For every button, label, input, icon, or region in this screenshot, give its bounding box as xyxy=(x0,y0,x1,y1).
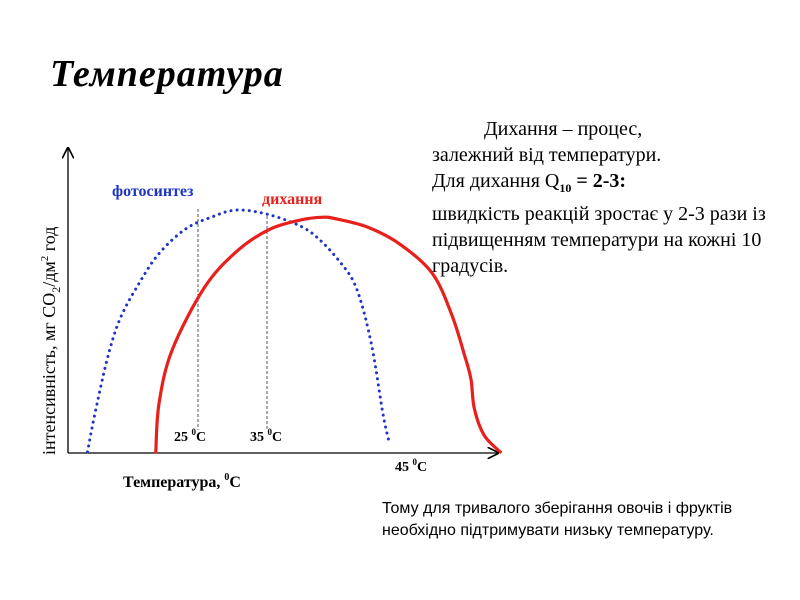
x-label-text: Температура, xyxy=(123,474,225,491)
y-label-suffix: год xyxy=(39,226,59,256)
tick-label-35 xyxy=(250,427,282,445)
y-label-prefix: інтенсивність, мг CO xyxy=(39,292,59,455)
y-label-sub: 2 xyxy=(49,286,63,293)
tick-label-25 xyxy=(174,427,206,445)
description-line-2: залежний від температури. xyxy=(432,144,662,166)
series-label-photosynthesis: фотосинтез xyxy=(112,183,194,200)
conclusion-text: Тому для тривалого зберігання овочів і фруктів необхідно підтримувати низьку температуру. xyxy=(382,500,733,539)
x-axis-label xyxy=(123,472,241,491)
series-label-respiration: дихання xyxy=(262,191,323,208)
tick-label-45 xyxy=(395,457,427,475)
tick-45-degree: 0 xyxy=(412,457,417,467)
tick-45-num: 45 xyxy=(395,460,413,475)
x-label-degree: 0 xyxy=(224,472,230,483)
description-text xyxy=(432,116,777,279)
tick-35-num: 35 xyxy=(250,430,268,445)
y-label-sup: 2 xyxy=(39,255,51,262)
tick-25-unit: C xyxy=(196,430,207,445)
tick-25-num: 25 xyxy=(174,430,192,445)
description-line-1: Дихання – процес, xyxy=(484,118,643,140)
tick-25-degree: 0 xyxy=(191,427,196,437)
tick-35-unit: C xyxy=(272,430,283,445)
slide-title: Температура xyxy=(50,53,284,95)
tick-35-degree: 0 xyxy=(267,427,272,437)
series-photosynthesis-line xyxy=(88,210,390,452)
description-q10: Для дихання $Q_{10} = 2-3$: xyxy=(432,170,627,195)
x-label-unit: C xyxy=(229,474,241,491)
description-rest: швидкість реакцій зростає у 2-3 рази із підвищенням температури на кожні 10 градусів. xyxy=(432,203,766,277)
y-label-mid: /дм xyxy=(39,261,59,287)
y-axis-label xyxy=(39,227,63,455)
tick-45-unit: C xyxy=(417,460,428,475)
